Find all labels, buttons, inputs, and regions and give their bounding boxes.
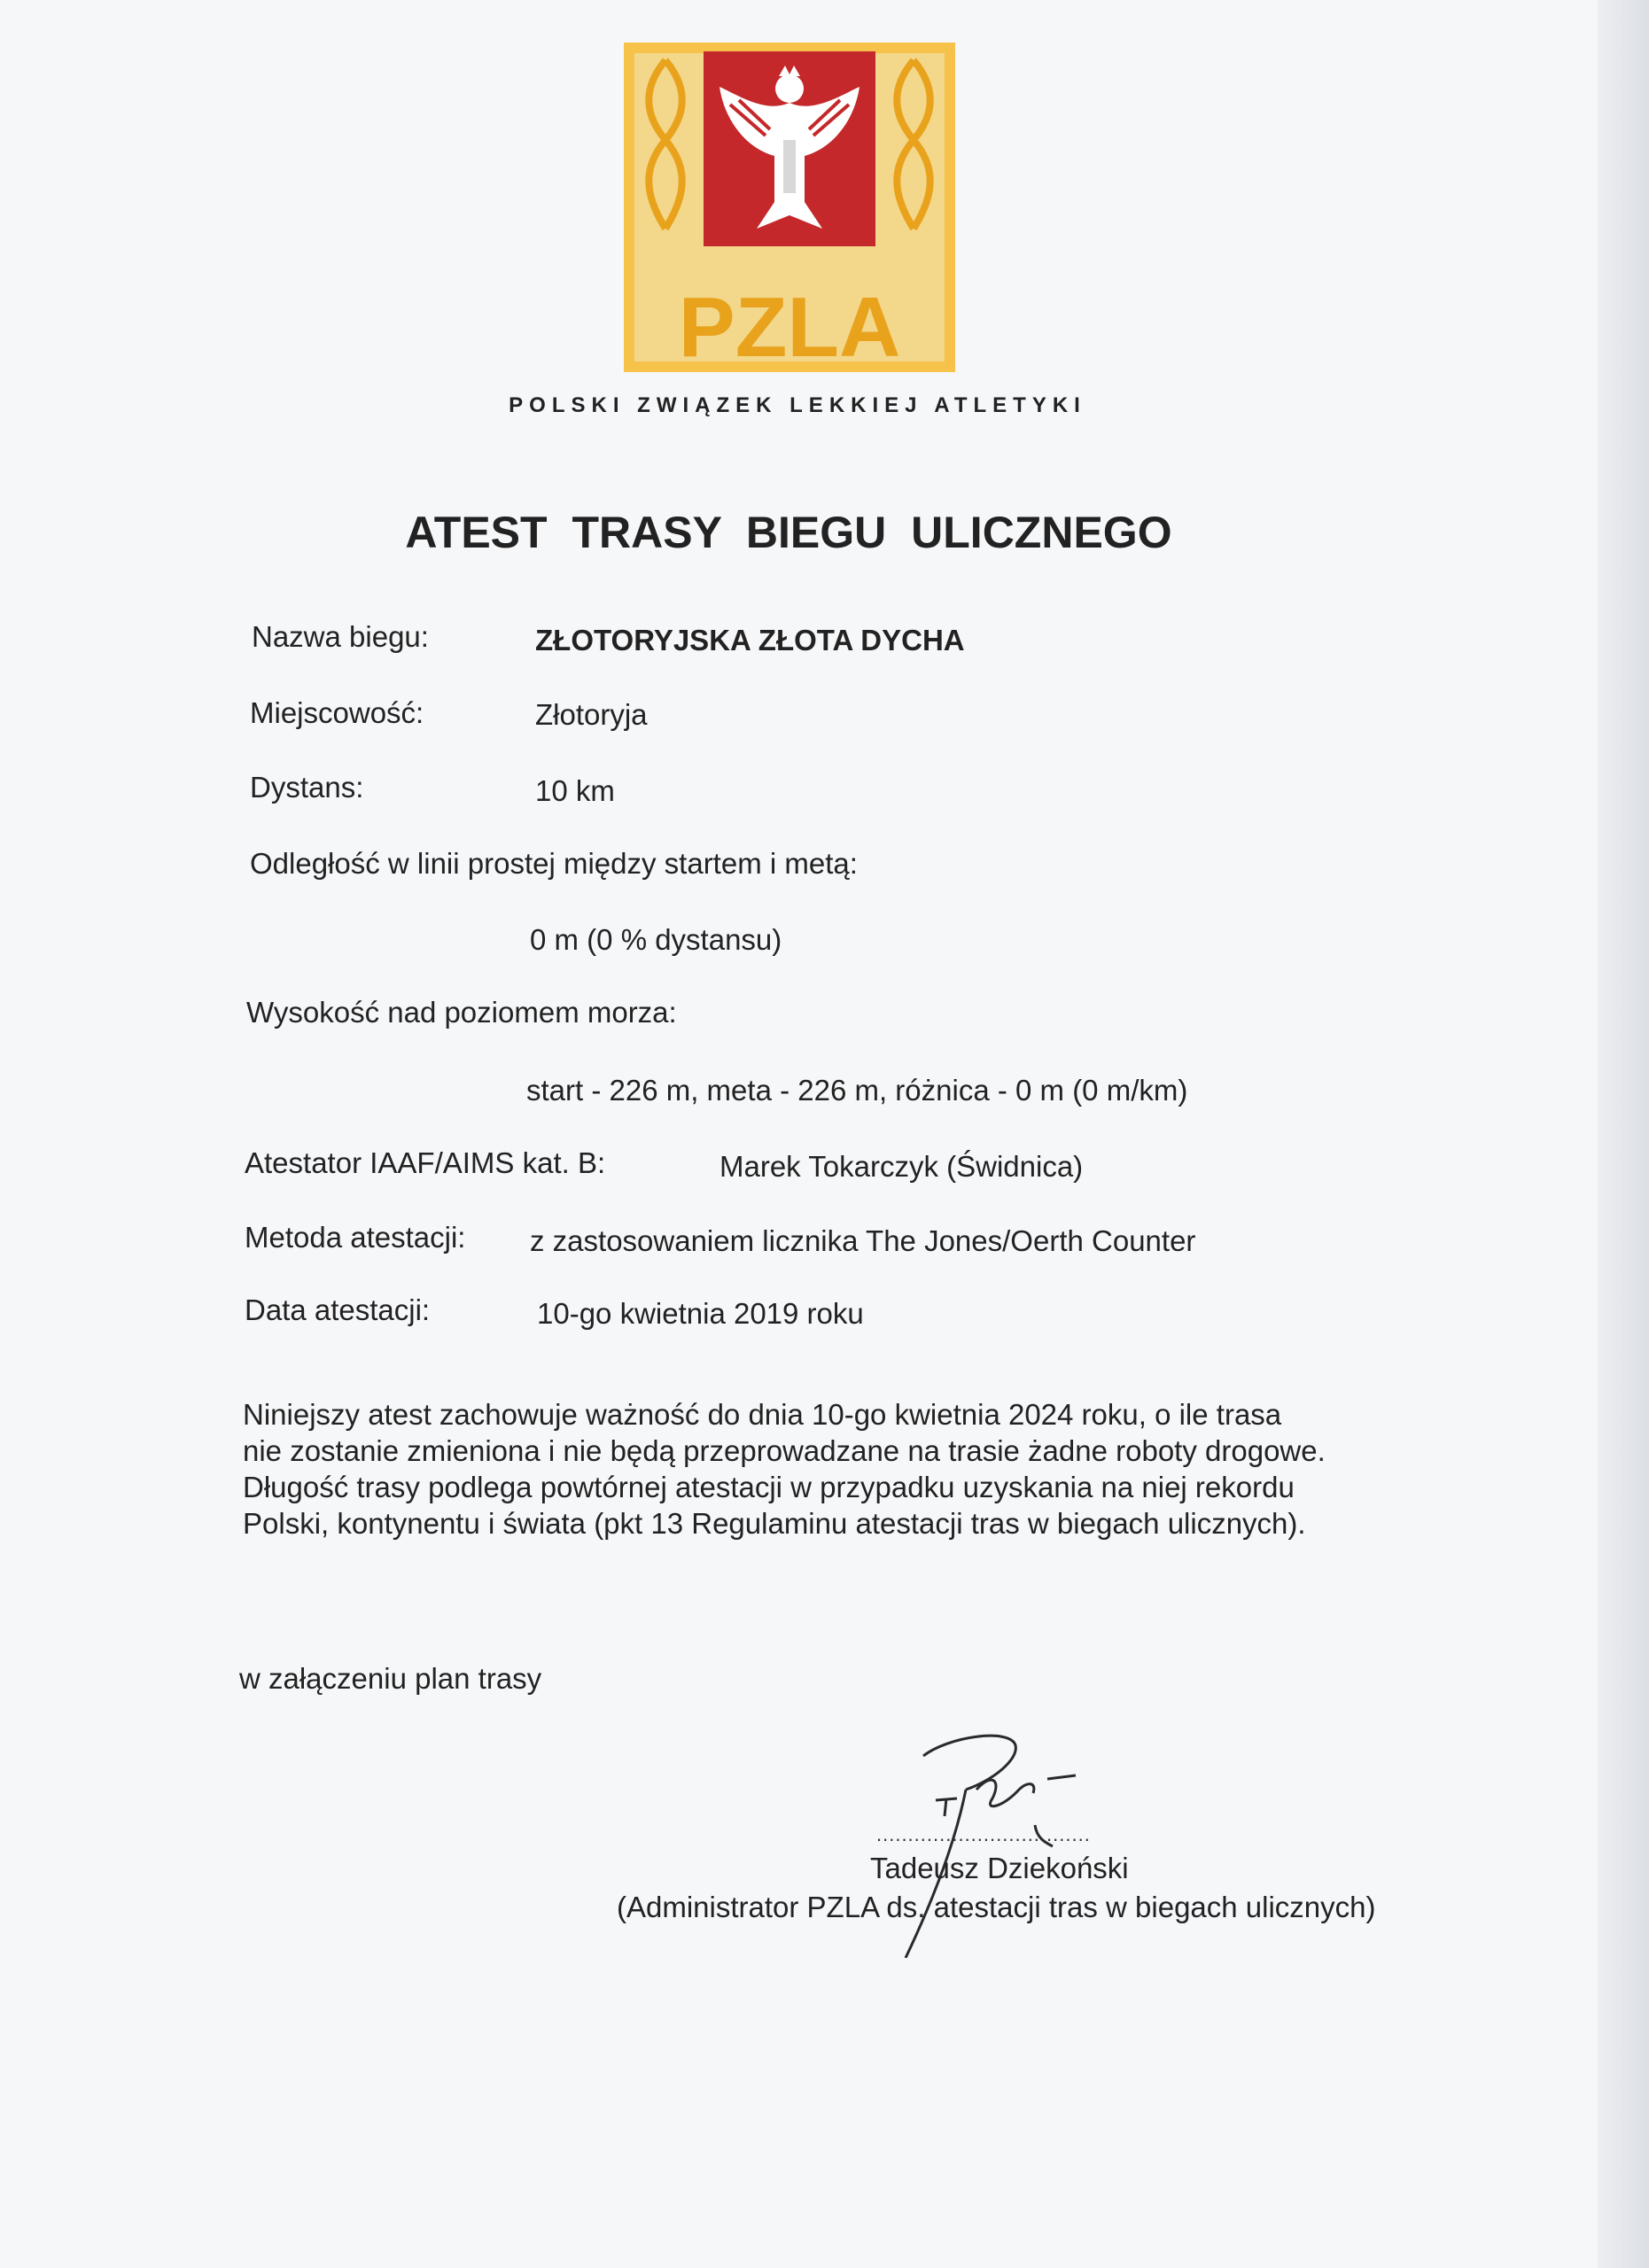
attachment-note: w załączeniu plan trasy xyxy=(239,1662,542,1695)
race-name-value: ZŁOTORYJSKA ZŁOTA DYCHA xyxy=(535,624,965,656)
distance-value: 10 km xyxy=(535,774,615,807)
logo-text: PZLA xyxy=(678,284,901,365)
document-title: ATEST TRASY BIEGU ULICZNEGO xyxy=(405,508,1172,557)
signature-line: .................................. xyxy=(876,1823,1091,1845)
certifier-label: Atestator IAAF/AIMS kat. B: xyxy=(245,1146,606,1179)
validity-line: Długość trasy podlega powtórnej atestacji w przypadku uzyskania na niej rekordu xyxy=(243,1471,1295,1503)
validity-line: nie zostanie zmieniona i nie będą przeprowadzane na trasie żadne roboty drogowe. xyxy=(243,1434,1326,1467)
location-value: Złotoryja xyxy=(535,698,648,731)
signatory-role: (Administrator PZLA ds. atestacji tras w biegach ulicznych) xyxy=(617,1891,1376,1923)
straight-line-label: Odległość w linii prostej między startem i metą: xyxy=(250,847,858,880)
date-value: 10-go kwietnia 2019 roku xyxy=(537,1297,864,1330)
signatory-name: Tadeusz Dziekoński xyxy=(870,1852,1129,1884)
scan-edge xyxy=(1598,0,1649,2268)
distance-label: Dystans: xyxy=(250,771,364,804)
logo-ornament-right xyxy=(883,51,945,246)
method-label: Metoda atestacji: xyxy=(245,1221,466,1254)
date-label: Data atestacji: xyxy=(245,1293,431,1326)
logo-ornament-left xyxy=(634,51,696,246)
pzla-logo xyxy=(624,43,955,372)
validity-line: Polski, kontynentu i świata (pkt 13 Regulaminu atestacji tras w biegach ulicznych). xyxy=(243,1507,1306,1540)
straight-line-value: 0 m (0 % dystansu) xyxy=(530,923,782,956)
race-name-label: Nazwa biegu: xyxy=(252,620,429,653)
validity-paragraph xyxy=(243,1396,1466,1542)
logo-letters xyxy=(631,284,948,365)
organization-name: POLSKI ZWIĄZEK LEKKIEJ ATLETYKI xyxy=(509,393,1086,417)
location-label: Miejscowość: xyxy=(250,696,424,729)
eagle-emblem-icon xyxy=(704,51,875,246)
altitude-value: start - 226 m, meta - 226 m, różnica - 0 m (0 m/km) xyxy=(526,1074,1188,1107)
validity-line: Niniejszy atest zachowuje ważność do dnia 10-go kwietnia 2024 roku, o ile trasa xyxy=(243,1398,1282,1431)
altitude-label: Wysokość nad poziomem morza: xyxy=(246,996,677,1029)
certifier-value: Marek Tokarczyk (Świdnica) xyxy=(719,1150,1084,1183)
method-value: z zastosowaniem licznika The Jones/Oerth Counter xyxy=(530,1224,1196,1257)
